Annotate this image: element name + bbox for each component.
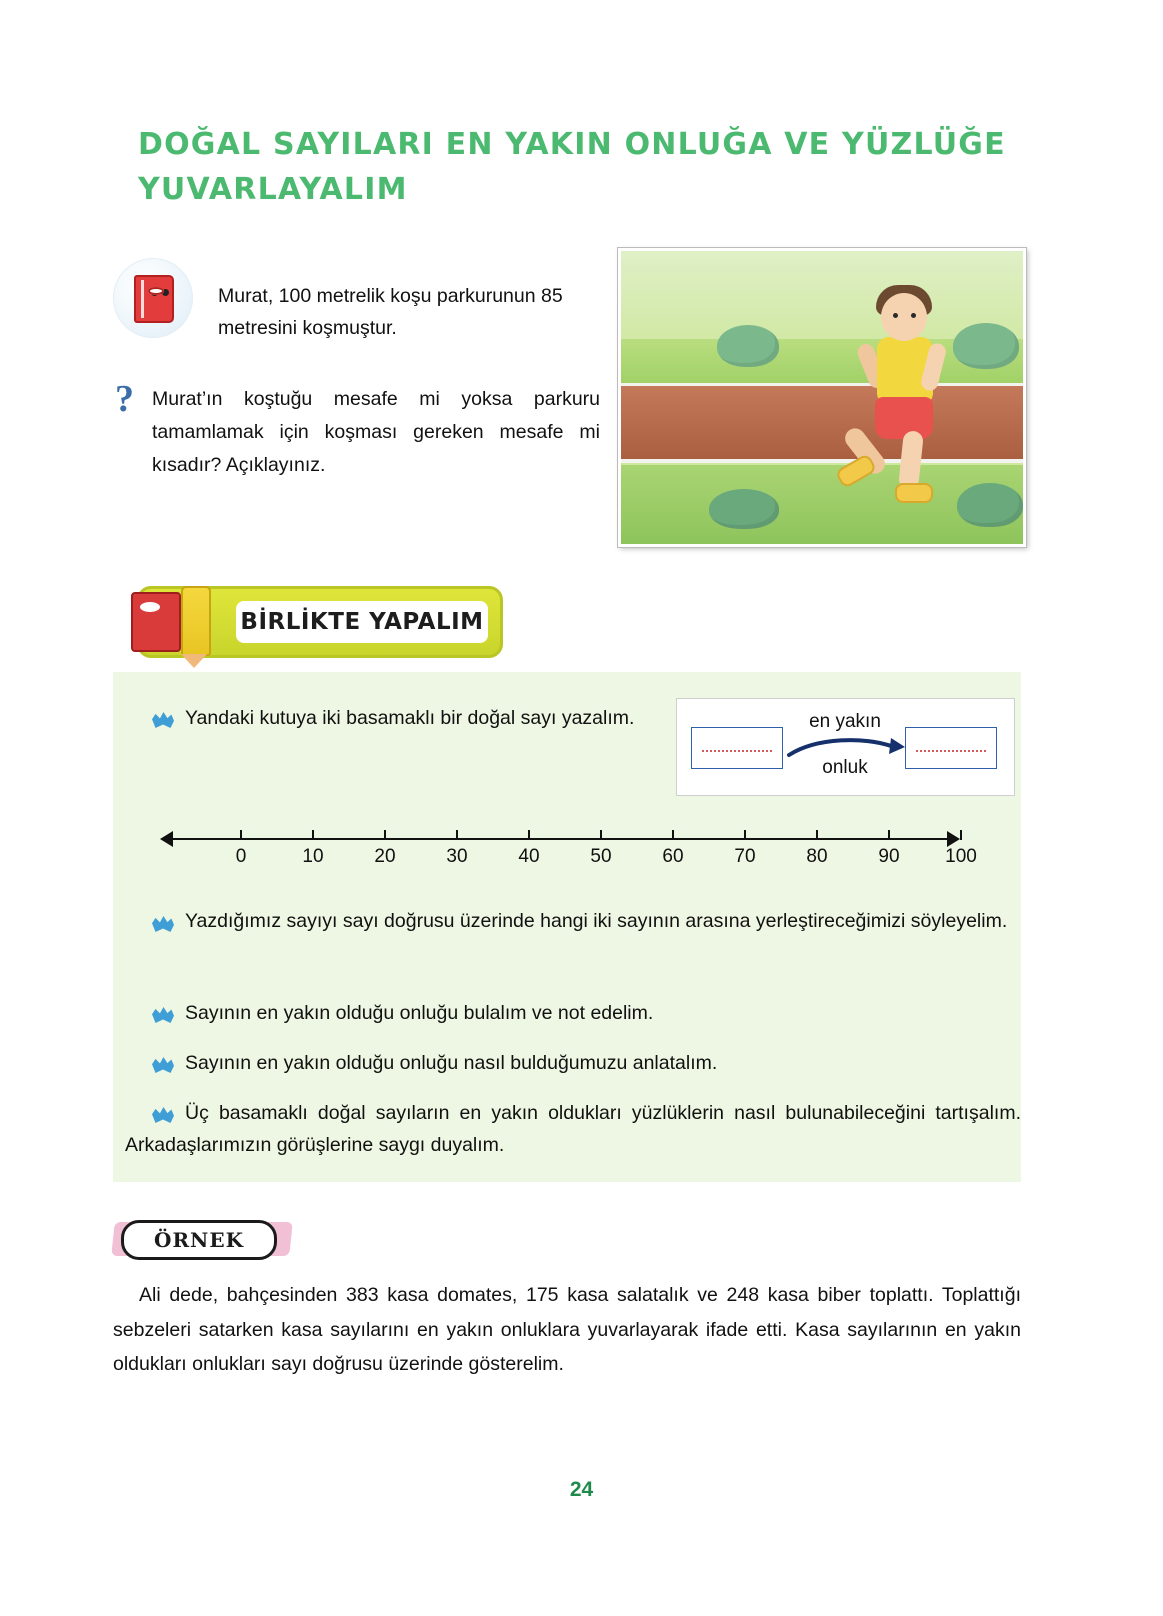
activity-item-1: Yandaki kutuya iki basamaklı bir doğal sayı yazalım. (185, 707, 635, 729)
number-line-tick (672, 830, 674, 840)
number-line-label: 60 (662, 846, 684, 867)
number-line-axis (170, 838, 950, 840)
banner-book-icon (131, 592, 181, 652)
number-line-tick (240, 830, 242, 840)
book-icon-shape (134, 275, 174, 323)
rounding-box-right-dots (916, 750, 986, 752)
rounding-box-diagram (676, 698, 1015, 796)
rounding-box-label-bottom: onluk (822, 757, 868, 778)
number-line-tick (960, 830, 962, 840)
number-line (170, 820, 977, 882)
number-line-arrow-right-icon (947, 831, 960, 847)
runner-head (881, 293, 927, 341)
runner-eye-left (893, 313, 898, 318)
number-line-tick (312, 830, 314, 840)
page-title-line-1: DOĞAL SAYILARI EN YAKIN ONLUĞA VE YÜZLÜĞE (138, 127, 1006, 162)
number-line-tick (744, 830, 746, 840)
banner-pencil-icon (181, 586, 211, 656)
number-line-label: 10 (302, 846, 324, 867)
birlikte-yapalim-banner (125, 580, 505, 660)
page-number: 24 (569, 1478, 594, 1501)
runner-shorts (875, 397, 933, 439)
photo-runner (839, 285, 969, 505)
question-paragraph: Murat’ın koştuğu mesafe mi yoksa parkuru tamamlamak için koşması gereken mesafe mi kısadır? Açıklayınız. (152, 388, 600, 477)
page-title-line-2: YUVARLAYALIM (138, 172, 408, 207)
number-line-tick (888, 830, 890, 840)
photo-bush (717, 325, 779, 367)
number-line-label: 70 (734, 846, 756, 867)
ornek-badge-pill (121, 1220, 277, 1260)
number-line-tick (456, 830, 458, 840)
number-line-label: 0 (235, 846, 247, 867)
running-boy-photo (618, 248, 1026, 547)
book-icon (113, 258, 195, 340)
runner-shoe-front (895, 483, 933, 503)
number-line-label: 30 (446, 846, 468, 867)
ornek-badge (113, 1218, 293, 1260)
number-line-label: 100 (945, 846, 977, 867)
banner-label: BİRLİKTE YAPALIM (240, 609, 484, 635)
runner-eye-right (911, 313, 916, 318)
book-icon-eye-left (151, 289, 158, 296)
ornek-badge-label: ÖRNEK (154, 1228, 244, 1252)
number-line-label: 80 (806, 846, 828, 867)
rounding-box-right[interactable] (905, 727, 997, 769)
rounding-box-left[interactable] (691, 727, 783, 769)
number-line-label: 50 (590, 846, 612, 867)
photo-bush (709, 489, 779, 529)
number-line-tick (816, 830, 818, 840)
rounding-box-label-top: en yakın (809, 711, 881, 732)
number-line-label: 40 (518, 846, 540, 867)
page-title (138, 122, 1038, 212)
number-line-label: 90 (878, 846, 900, 867)
activity-item-5: Üç basamaklı doğal sayıların en yakın oldukları yüzlüklerin nasıl bulunabileceğini tartışalım. Arkadaşlarımızın görüşlerine saygı duyalım. (125, 1102, 1021, 1156)
number-line-arrow-left-icon (160, 831, 173, 847)
activity-item-3: Sayının en yakın olduğu onluğu bulalım ve not edelim. (185, 1002, 654, 1024)
activity-item-4: Sayının en yakın olduğu onluğu nasıl bulduğumuzu anlatalım. (185, 1052, 718, 1074)
banner-inner (236, 601, 488, 643)
question-mark-icon: ? (115, 378, 134, 420)
number-line-tick (528, 830, 530, 840)
number-line-label: 20 (374, 846, 396, 867)
example-paragraph: Ali dede, bahçesinden 383 kasa domates, 175 kasa salatalık ve 248 kasa biber toplattı. Toplattığı sebzeleri satarken kasa sayılarını en yakın onluklara yuvarlayarak ifade etti. Kasa sayılarının en yakın oldukları onlukları sayı doğrusu üzerinde gösterelim. (113, 1284, 1021, 1376)
activity-item-2: Yazdığımız sayıyı sayı doğrusu üzerinde hangi iki sayının arasına yerleştireceğimizi söyleyelim. (185, 910, 1008, 932)
runner-leg-front (898, 430, 924, 490)
intro-paragraph: Murat, 100 metrelik koşu parkurunun 85 metresini koşmuştur. (218, 285, 563, 339)
number-line-tick (600, 830, 602, 840)
book-icon-eye-right (162, 289, 169, 296)
runner-shoe-back (835, 453, 878, 489)
number-line-tick (384, 830, 386, 840)
rounding-box-left-dots (702, 750, 772, 752)
